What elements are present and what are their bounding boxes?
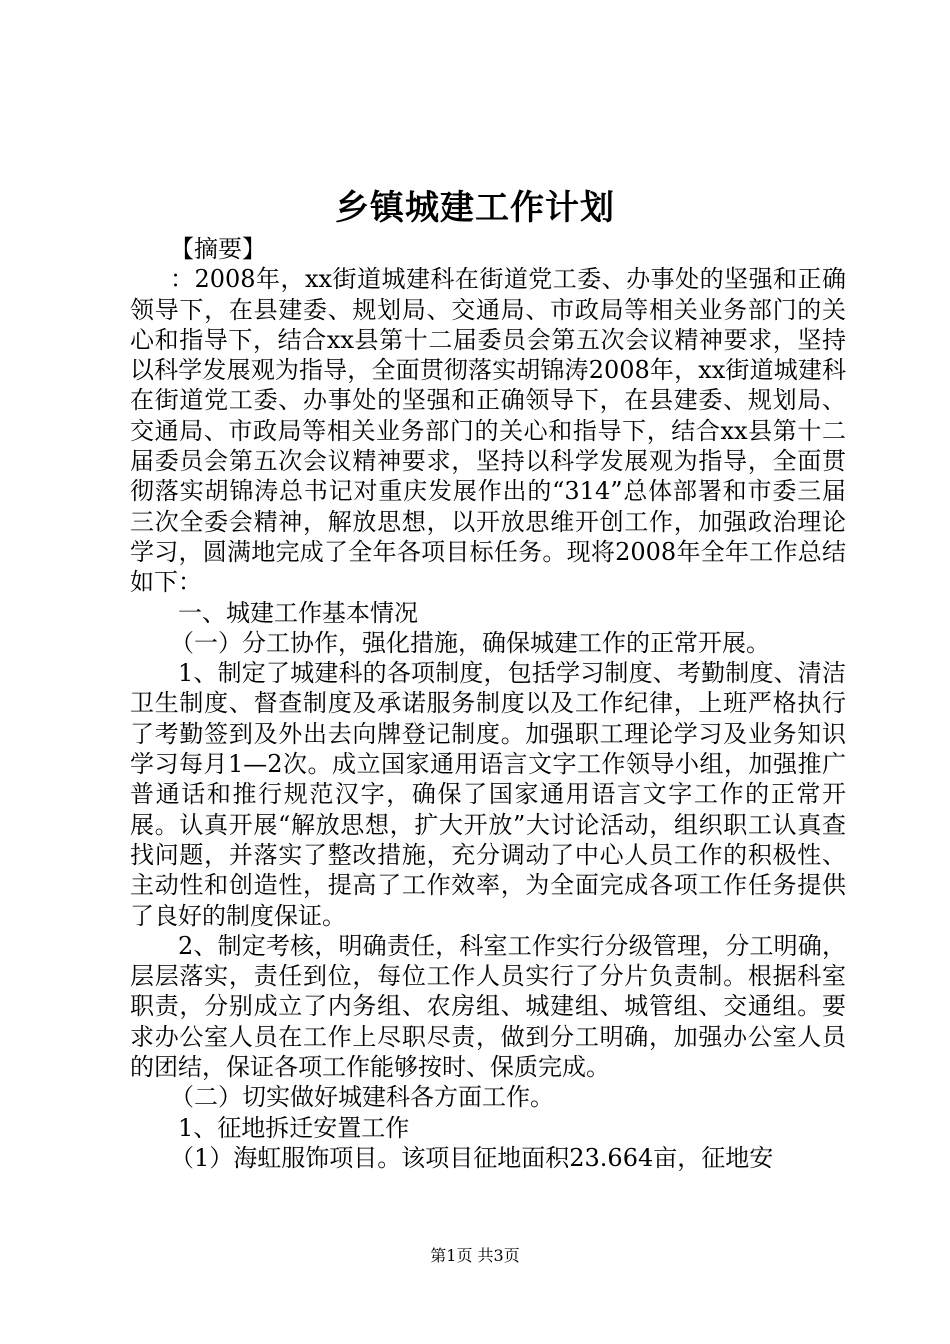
abstract-label: 【摘要】 xyxy=(170,235,266,263)
paragraph-subitem-1: （1）海虹服饰项目。该项目征地面积23.664亩，征地安 xyxy=(170,1143,774,1172)
section-heading-1: 一、城建工作基本情况 xyxy=(178,598,418,627)
subsection-heading-2: （二）切实做好城建科各方面工作。 xyxy=(170,1083,554,1112)
paragraph-summary: ：2008年，xx街道城建科在街道党工委、办事处的坚强和正确领导下，在县建委、规划局、交通局、市政局等相关业务部门的关心和指导下，结合xx县第十二届委员会第五次会议精神要求，坚持以科学发展观为指导，全面贯彻落实胡锦涛2008年，xx街道城建科在街道党工委、办事处的坚强和正确领导下，在县建委、规划局、交通局、市政局等相关业务部门的关心和指导下，结合xx县第十二届委员会第五次会议精神要求，坚持以科学发展观为指导，全面贯彻落实胡锦涛总书记对重庆发展作出的“314”总体部署和市委三届三次全委会精神，解放思想，以开放思维开创工作，加强政治理论学习，圆满地完成了全年各项目标任务。现将2008年全年工作总结如下： xyxy=(130,265,846,597)
paragraph-item-1: 1、制定了城建科的各项制度，包括学习制度、考勤制度、清洁卫生制度、督查制度及承诺服务制度以及工作纪律，上班严格执行了考勤签到及外出去向牌登记制度。加强职工理论学习及业务知识学习每月1—2次。成立国家通用语言文字工作领导小组，加强推广普通话和推行规范汉字，确保了国家通用语言文字工作的正常开展。认真开展“解放思想，扩大开放”大讨论活动，组织职工认真查找问题，并落实了整改措施，充分调动了中心人员工作的积极性、主动性和创造性，提高了工作效率，为全面完成各项工作任务提供了良好的制度保证。 xyxy=(130,659,846,930)
page-footer: 第1页 共3页 xyxy=(430,1246,520,1265)
item-heading-1: 1、征地拆迁安置工作 xyxy=(178,1113,410,1142)
document-title: 乡镇城建工作计划 xyxy=(335,188,615,228)
subsection-heading-1: （一）分工协作，强化措施，确保城建工作的正常开展。 xyxy=(170,628,770,657)
document-body xyxy=(130,234,846,1173)
paragraph-item-2: 2、制定考核，明确责任，科室工作实行分级管理，分工明确，层层落实，责任到位，每位工作人员实行了分片负责制。根据科室职责，分别成立了内务组、农房组、城建组、城管组、交通组。要求办公室人员在工作上尽职尽责，做到分工明确，加强办公室人员的团结，保证各项工作能够按时、保质完成。 xyxy=(130,931,846,1082)
